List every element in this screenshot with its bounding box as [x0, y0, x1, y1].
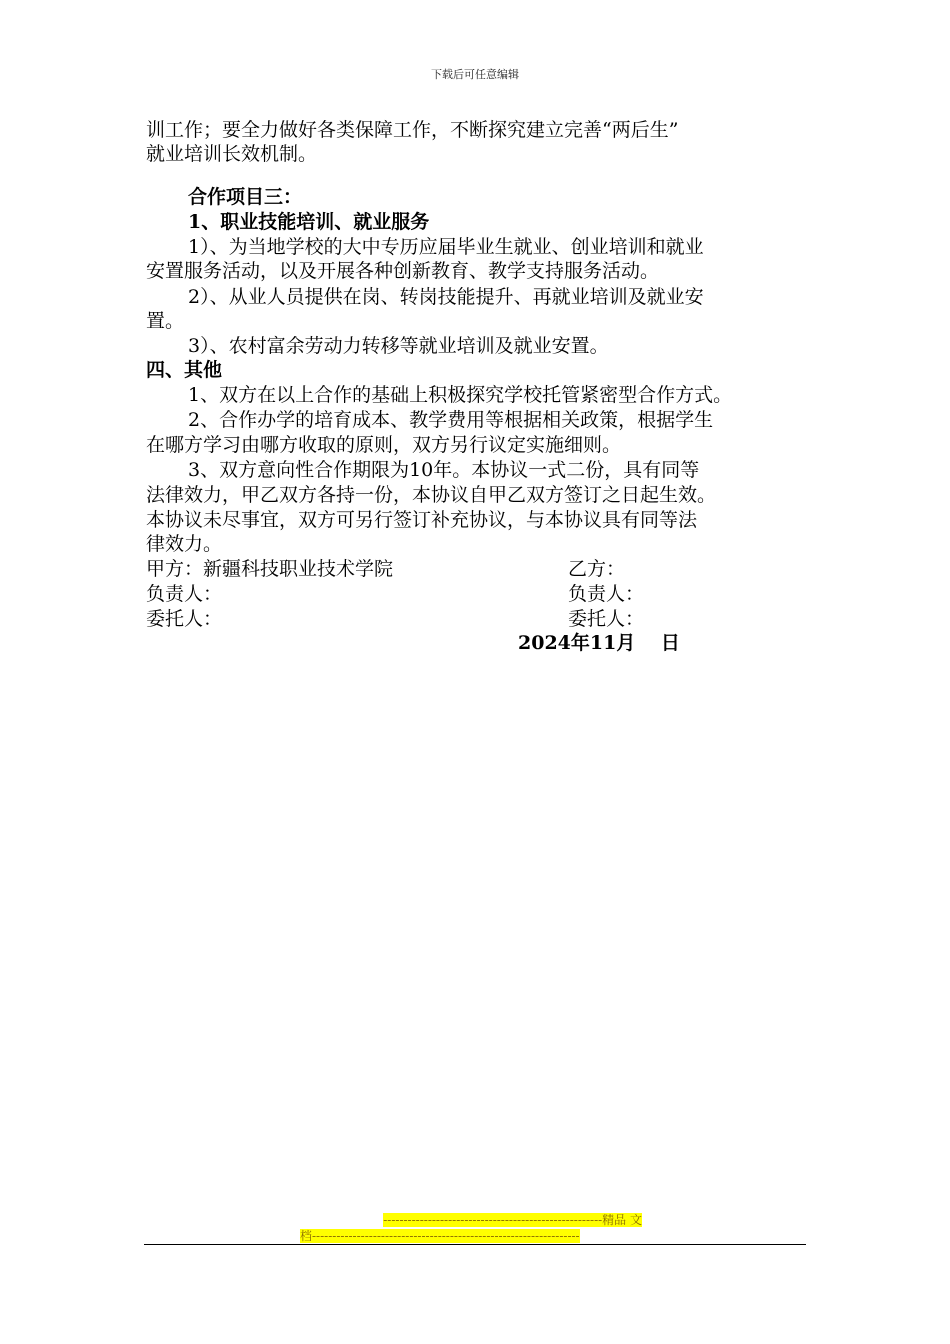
body-line: 3）、农村富余劳动力转移等就业培训及就业安置。 [188, 335, 609, 357]
party-b: 乙方： [568, 558, 626, 580]
body-line: 2、合作办学的培育成本、教学费用等根据相关政策，根据学生 [188, 409, 714, 431]
signing-date: 2024年11月 日 [518, 632, 680, 654]
footer-text-1: ------------------------------------------------------精品 文 [383, 1213, 642, 1227]
footer-line-2 [300, 1228, 650, 1244]
party-a: 甲方：新疆科技职业技术学院 [146, 558, 394, 580]
section-heading: 四、其他 [146, 359, 223, 381]
body-line: 就业培训长效机制。 [146, 143, 318, 165]
agent-b: 委托人： [568, 608, 645, 630]
footer-watermark [300, 1212, 650, 1244]
page-header: 下载后可任意编辑 [431, 68, 519, 81]
body-line: 律效力。 [146, 533, 223, 555]
body-line: 训工作；要全力做好各类保障工作，不断探究建立完善“两后生” [146, 119, 679, 141]
body-line: 2）、从业人员提供在岗、转岗技能提升、再就业培训及就业安 [188, 286, 704, 308]
footer-text-2: 档------------------------------------------------------------------ [300, 1229, 580, 1243]
subsection-heading: 1、职业技能培训、就业服务 [188, 211, 430, 233]
body-line: 3、双方意向性合作期限为10年。本协议一式二份，具有同等 [188, 459, 700, 481]
footer-line-1 [300, 1212, 650, 1228]
section-heading: 合作项目三： [188, 186, 303, 208]
agent-a: 委托人： [146, 608, 223, 630]
body-line: 置。 [146, 310, 185, 332]
footer-rule [144, 1244, 806, 1245]
body-line: 法律效力，甲乙双方各持一份，本协议自甲乙双方签订之日起生效。 [146, 484, 717, 506]
body-line: 1）、为当地学校的大中专历应届毕业生就业、创业培训和就业 [188, 236, 704, 258]
body-line: 在哪方学习由哪方收取的原则，双方另行议定实施细则。 [146, 434, 622, 456]
responsible-a: 负责人： [146, 583, 223, 605]
body-line: 1、双方在以上合作的基础上积极探究学校托管紧密型合作方式。 [188, 384, 733, 406]
body-line: 安置服务活动，以及开展各种创新教育、教学支持服务活动。 [146, 260, 660, 282]
body-line: 本协议未尽事宜，双方可另行签订补充协议，与本协议具有同等法 [146, 509, 698, 531]
responsible-b: 负责人： [568, 583, 645, 605]
